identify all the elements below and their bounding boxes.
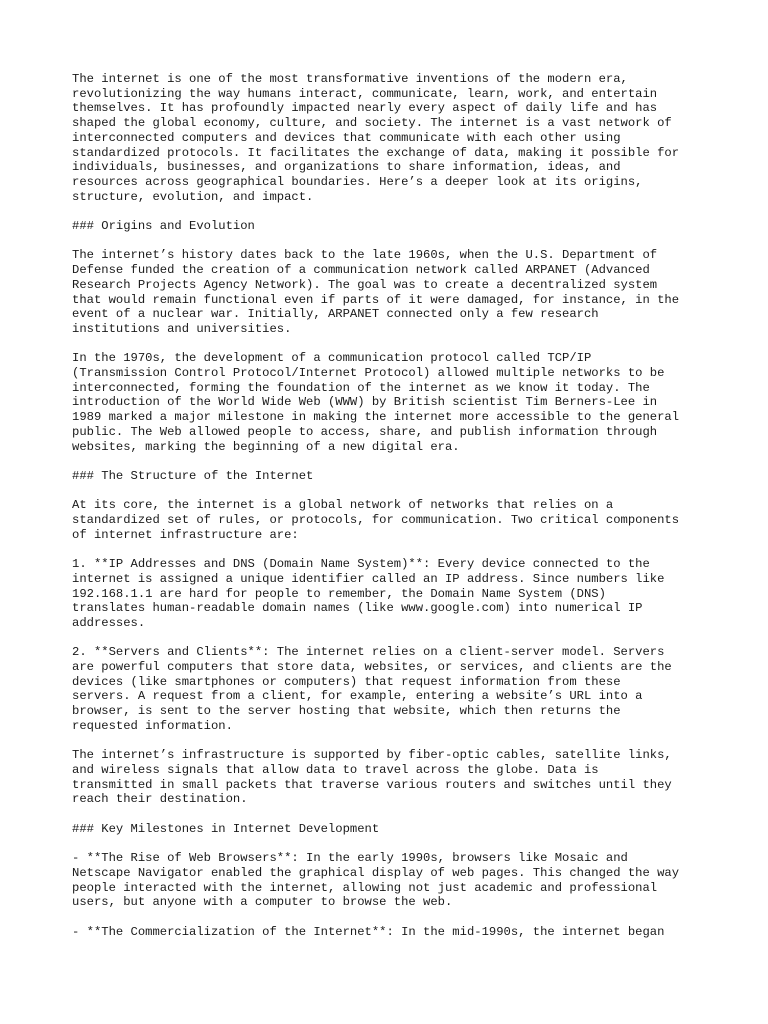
heading-structure: ### The Structure of the Internet	[72, 468, 314, 483]
heading-milestones: ### Key Milestones in Internet Development	[72, 821, 380, 836]
document-page	[72, 72, 712, 954]
structure-paragraph-1: At its core, the internet is a global network of networks that relies on a standardized set of rules, or protocols, for communication. Two critical components of internet infrastructure are:	[72, 498, 680, 542]
structure-list-item-2: 2. **Servers and Clients**: The internet relies on a client-server model. Servers are powerful computers that store data, websites, or services, and clients are the devices (like smartphones or computers) that request information from these servers. A request from a client, for example, entering a website’s URL into a browser, is sent to the server hosting that website, which then returns the requested information.	[72, 645, 672, 733]
origins-paragraph-2: In the 1970s, the development of a communication protocol called TCP/IP (Transmission Control Protocol/Internet Protocol) allowed multiple networks to be interconnected, forming the foundation of the internet as we know it today. The introduction of the World Wide Web (WWW) by British scientist Tim Berners-Lee in 1989 marked a major milestone in making the internet more accessible to the general public. The Web allowed people to access, share, and publish information through websites, marking the beginning of a new digital era.	[72, 351, 680, 454]
structure-list-item-1: 1. **IP Addresses and DNS (Domain Name System)**: Every device connected to the internet is assigned a unique identifier called an IP address. Since numbers like 192.168.1.1 are hard for people to remember, the Domain Name System (DNS) translates human-readable domain names (like www.google.com) into numerical IP addresses.	[72, 557, 665, 630]
intro-paragraph: The internet is one of the most transformative inventions of the modern era, revolutionizing the way humans interact, communicate, learn, work, and entertain themselves. It has profoundly impacted nearly every aspect of daily life and has shaped the global economy, culture, and society. The internet is a vast network of interconnected computers and devices that communicate with each other using standardized protocols. It facilitates the exchange of data, making it possible for individuals, businesses, and organizations to share information, ideas, and resources across geographical boundaries. Here’s a deeper look at its origins, structure, evolution, and impact.	[72, 72, 680, 204]
milestone-item-2: - **The Commercialization of the Internet**: In the mid-1990s, the internet began	[72, 924, 665, 939]
heading-origins: ### Origins and Evolution	[72, 219, 255, 234]
structure-paragraph-2: The internet’s infrastructure is supported by fiber-optic cables, satellite links, and wireless signals that allow data to travel across the globe. Data is transmitted in small packets that traverse various routers and switches until they reach their destination.	[72, 748, 672, 807]
origins-paragraph-1: The internet’s history dates back to the late 1960s, when the U.S. Department of Defense funded the creation of a communication network called ARPANET (Advanced Research Projects Agency Network). The goal was to create a decentralized system that would remain functional even if parts of it were damaged, for instance, in the event of a nuclear war. Initially, ARPANET connected only a few research institutions and universities.	[72, 248, 680, 336]
milestone-item-1: - **The Rise of Web Browsers**: In the early 1990s, browsers like Mosaic and Netscape Navigator enabled the graphical display of web pages. This changed the way people interacted with the internet, allowing not just academic and professional users, but anyone with a computer to browse the web.	[72, 851, 680, 910]
